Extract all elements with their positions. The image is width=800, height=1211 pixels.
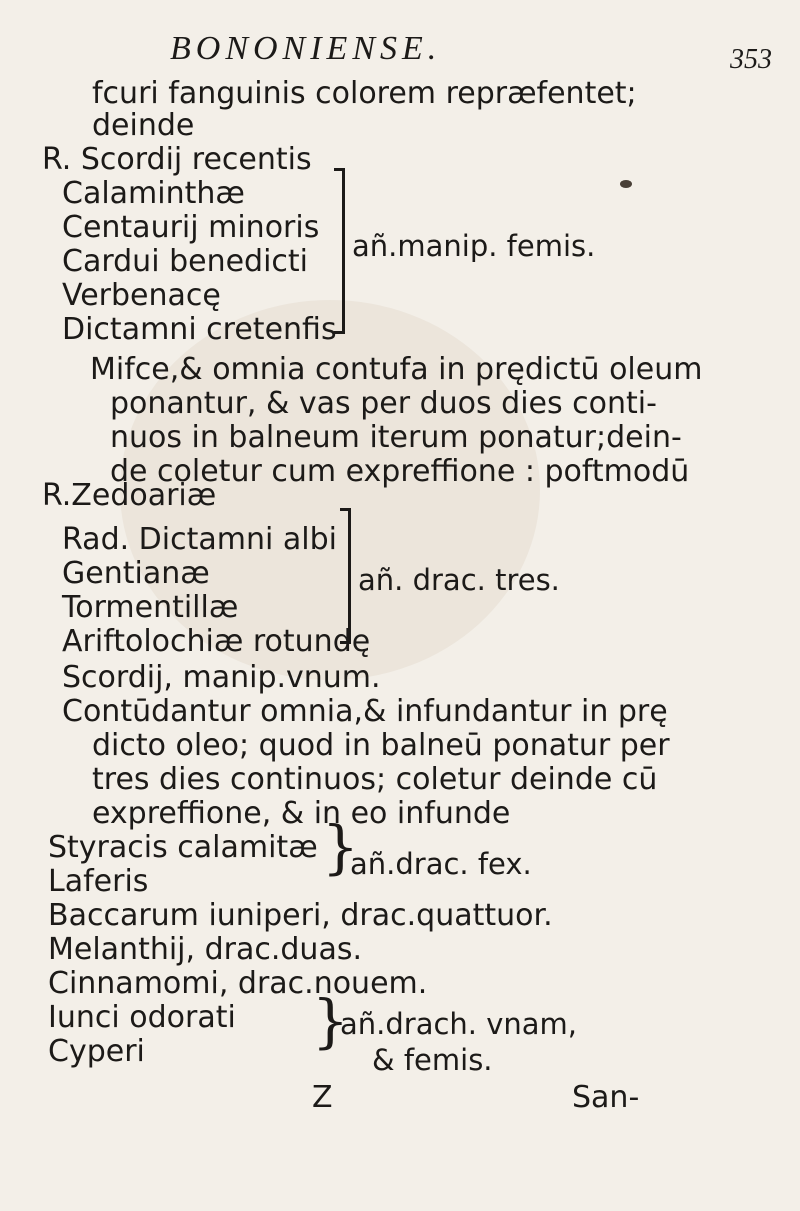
group-brace: }	[312, 987, 349, 1055]
text-line: deinde	[92, 108, 195, 143]
ingredient-line: Tormentillæ	[62, 590, 239, 625]
group-quantity: añ.drach. vnam,	[340, 1007, 578, 1041]
ingredient-line: Verbenacę	[62, 278, 221, 313]
text-line: nuos in balneum iterum ponatur;dein-	[110, 420, 682, 455]
ingredient-line: Cyperi	[48, 1034, 145, 1069]
group-quantity: añ. drac. tres.	[358, 563, 560, 597]
text-line: expreffione, & in eo infunde	[92, 796, 511, 831]
ingredient-line: R.Zedoariæ	[42, 478, 217, 513]
group-quantity: & femis.	[372, 1043, 493, 1077]
text-line: Melanthij, drac.duas.	[48, 932, 362, 967]
text-line: Mifce,& omnia contufa in prędictū oleum	[90, 352, 703, 387]
text-line: dicto oleo; quod in balneū ponatur per	[92, 728, 670, 763]
ingredient-line: Calaminthæ	[62, 176, 245, 211]
ingredient-line: Gentianæ	[62, 556, 210, 591]
ingredient-line: R. Scordij recentis	[42, 142, 312, 177]
running-title: BONONIENSE.	[170, 30, 442, 67]
page-header	[0, 20, 800, 80]
page-number: 353	[730, 44, 772, 75]
text-line: Baccarum iuniperi, drac.quattuor.	[48, 898, 553, 933]
ingredient-line: Dictamni cretenfis	[62, 312, 337, 347]
ingredient-line: Iunci odorati	[48, 1000, 236, 1035]
ingredient-line: Centaurij minoris	[62, 210, 320, 245]
catchword: San-	[572, 1080, 640, 1115]
ingredient-line: Rad. Dictamni albi	[62, 522, 337, 557]
text-line: Scordij, manip.vnum.	[62, 660, 381, 695]
ingredient-line: Ariftolochiæ rotundę	[62, 624, 371, 659]
group-quantity: añ.drac. fex.	[350, 847, 532, 881]
signature-mark: Z	[312, 1080, 333, 1115]
text-line: ponantur, & vas per duos dies conti-	[110, 386, 657, 421]
group-bracket	[340, 508, 351, 644]
text-line: fcuri fanguinis colorem repræfentet;	[92, 76, 637, 111]
group-bracket	[334, 168, 345, 334]
ingredient-line: Styracis calamitæ	[48, 830, 318, 865]
group-brace: }	[322, 813, 359, 881]
ink-spot	[620, 180, 632, 188]
text-line: Contūdantur omnia,& infundantur in prę	[62, 694, 668, 729]
text-line: tres dies continuos; coletur deinde cū	[92, 762, 658, 797]
text-line: de coletur cum expreffione : poftmodū	[110, 454, 690, 489]
group-quantity: añ.manip. femis.	[352, 229, 596, 263]
text-line: Cinnamomi, drac.nouem.	[48, 966, 428, 1001]
ingredient-line: Cardui benedicti	[62, 244, 309, 279]
ingredient-line: Laferis	[48, 864, 149, 899]
